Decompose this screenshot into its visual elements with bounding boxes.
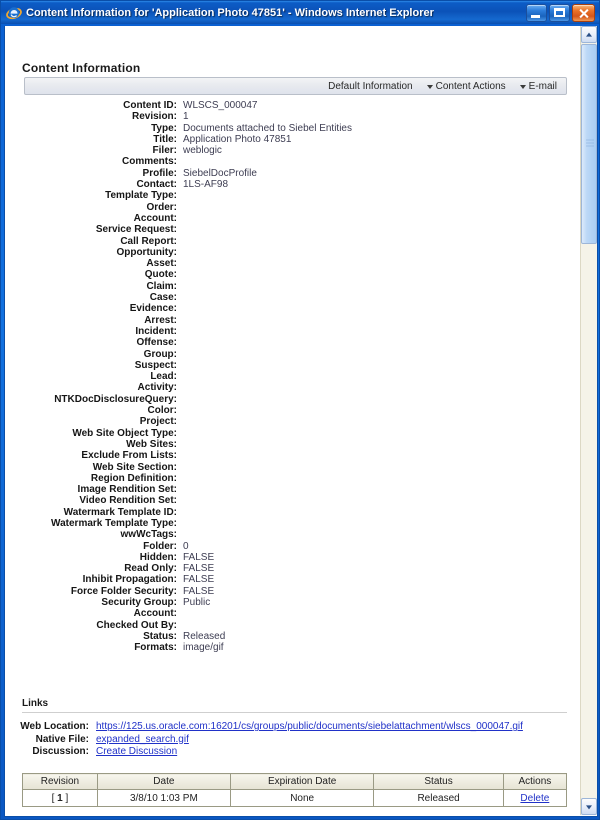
metadata-row — [5, 360, 565, 371]
metadata-label: Watermark Template ID: — [63, 506, 177, 518]
metadata-row — [5, 450, 565, 461]
metadata-row — [5, 462, 565, 473]
metadata-value: image/gif — [183, 642, 224, 654]
metadata-value: Application Photo 47851 — [183, 133, 292, 145]
metadata-label: NTKDocDisclosureQuery: — [54, 393, 177, 405]
toolbar-label: Default Information — [328, 80, 413, 92]
window-buttons — [526, 4, 595, 22]
links-section-title: Links — [22, 698, 49, 709]
metadata-row — [5, 168, 565, 179]
metadata-row — [5, 495, 565, 506]
metadata-label: Account: — [133, 608, 177, 620]
metadata-label: Folder: — [143, 540, 177, 552]
metadata-row — [5, 111, 565, 122]
vertical-scrollbar[interactable] — [580, 26, 597, 815]
metadata-label: Incident: — [135, 325, 177, 337]
metadata-label: Project: — [139, 416, 177, 428]
metadata-label: Color: — [147, 405, 177, 417]
metadata-row — [5, 631, 565, 642]
chevron-down-icon — [520, 85, 526, 89]
metadata-row — [5, 574, 565, 585]
hyperlink[interactable]: expanded_search.gif — [96, 733, 189, 745]
close-button[interactable] — [572, 4, 595, 22]
metadata-row — [5, 507, 565, 518]
metadata-label: Force Folder Security: — [70, 585, 177, 597]
metadata-row — [5, 179, 565, 190]
metadata-row — [5, 281, 565, 292]
metadata-value: weblogic — [183, 145, 222, 157]
metadata-label: Revision: — [131, 111, 177, 123]
revision-history-table — [22, 773, 567, 807]
cell-date: 3/8/10 1:03 PM — [97, 790, 230, 807]
metadata-row — [5, 473, 565, 484]
metadata-label: Contact: — [136, 179, 177, 191]
cell-status: Released — [374, 790, 503, 807]
metadata-label: Image Rendition Set: — [77, 484, 177, 496]
metadata-label: Case: — [149, 292, 177, 304]
metadata-label: Order: — [146, 201, 177, 213]
links-list — [5, 721, 523, 759]
metadata-row — [5, 382, 565, 393]
metadata-label: Arrest: — [144, 314, 177, 326]
metadata-row — [5, 529, 565, 540]
table-row — [23, 790, 567, 807]
chevron-up-icon — [586, 32, 592, 36]
metadata-row — [5, 428, 565, 439]
hyperlink[interactable]: https://125.us.oracle.com:16201/cs/groups/public/documents/siebelattachment/wlscs_000047.gif — [96, 721, 523, 732]
metadata-value: 1 — [183, 111, 189, 123]
metadata-row — [5, 202, 565, 213]
document-body — [5, 26, 582, 815]
actions-toolbar[interactable] — [24, 77, 567, 95]
metadata-label: Profile: — [142, 167, 177, 179]
metadata-row — [5, 145, 565, 156]
metadata-value: Released — [183, 630, 226, 642]
metadata-row — [5, 134, 565, 145]
grip-icon — [586, 140, 594, 149]
column-header-revision: Revision — [23, 774, 98, 790]
link-value — [89, 734, 189, 747]
metadata-value: Public — [183, 597, 211, 609]
toolbar-label: E-mail — [528, 80, 557, 92]
window-title: Content Information for 'Application Photo 47851' - Windows Internet Explorer — [26, 6, 434, 19]
metadata-value: WLSCS_000047 — [183, 100, 258, 111]
metadata-label: Formats: — [134, 642, 177, 654]
metadata-label: Account: — [133, 212, 177, 224]
metadata-value: FALSE — [183, 551, 215, 563]
metadata-row — [5, 303, 565, 314]
column-header-expiration-date: Expiration Date — [230, 774, 374, 790]
metadata-row — [5, 236, 565, 247]
link-label: Native File: — [35, 733, 89, 745]
metadata-row — [5, 247, 565, 258]
metadata-label: Filer: — [152, 145, 177, 157]
metadata-row — [5, 349, 565, 360]
metadata-label: Title: — [153, 133, 177, 145]
chevron-down-icon — [427, 85, 433, 89]
metadata-row — [5, 439, 565, 450]
metadata-row — [5, 642, 565, 653]
link-row — [5, 734, 523, 747]
link-value — [89, 721, 523, 734]
metadata-value: FALSE — [183, 574, 215, 586]
metadata-label: Claim: — [146, 280, 177, 292]
cell-expiration-date: None — [230, 790, 374, 807]
metadata-row — [5, 269, 565, 280]
link-row — [5, 746, 523, 759]
metadata-label: Read Only: — [124, 563, 177, 575]
metadata-row — [5, 292, 565, 303]
metadata-label: Template Type: — [105, 190, 177, 202]
scrollbar-thumb[interactable] — [581, 44, 597, 244]
link-row — [5, 721, 523, 734]
metadata-row — [5, 620, 565, 631]
metadata-label: Checked Out By: — [96, 619, 177, 631]
metadata-row — [5, 416, 565, 427]
metadata-value: FALSE — [183, 563, 215, 575]
link-label: Web Location: — [20, 721, 89, 732]
metadata-label: Group: — [143, 348, 177, 360]
cell-actions[interactable] — [503, 790, 566, 807]
internet-explorer-icon — [6, 5, 22, 21]
metadata-row — [5, 597, 565, 608]
metadata-row — [5, 586, 565, 597]
column-header-date: Date — [97, 774, 230, 790]
metadata-value: 0 — [183, 540, 189, 552]
metadata-label: Asset: — [146, 258, 177, 270]
title-bar[interactable] — [1, 1, 599, 24]
metadata-row — [5, 371, 565, 382]
section-divider — [22, 712, 567, 713]
metadata-value: SiebelDocProfile — [183, 167, 257, 179]
metadata-value: Documents attached to Siebel Entities — [183, 122, 352, 134]
link-label: Discussion: — [32, 746, 89, 757]
toolbar-item-content-actions[interactable] — [427, 81, 506, 92]
browser-client-area — [4, 26, 598, 817]
metadata-row — [5, 156, 565, 167]
metadata-label: Call Report: — [120, 235, 177, 247]
scroll-down-button[interactable] — [581, 798, 597, 815]
toolbar-label: Content Actions — [435, 80, 506, 92]
metadata-label: Suspect: — [134, 359, 177, 371]
metadata-value: 1LS-AF98 — [183, 179, 229, 191]
hyperlink[interactable]: Create Discussion — [96, 746, 178, 757]
metadata-row — [5, 123, 565, 134]
toolbar-item-default-information[interactable] — [328, 81, 413, 92]
metadata-label: Security Group: — [101, 597, 177, 609]
metadata-label: Evidence: — [129, 303, 177, 315]
metadata-label: Web Site Section: — [92, 461, 177, 473]
metadata-field-list — [5, 100, 565, 654]
metadata-label: Watermark Template Type: — [51, 517, 177, 529]
metadata-value: FALSE — [183, 585, 215, 597]
metadata-label: Type: — [151, 122, 177, 134]
metadata-label: Comments: — [121, 156, 177, 168]
metadata-label: Service Request: — [95, 224, 177, 236]
page-title: Content Information — [22, 61, 141, 75]
table-body — [23, 790, 567, 807]
cell-revision: [ 1 ] — [23, 790, 98, 807]
metadata-row — [5, 337, 565, 348]
metadata-row — [5, 100, 565, 111]
metadata-row — [5, 315, 565, 326]
scroll-up-button[interactable] — [581, 26, 597, 43]
metadata-row — [5, 608, 565, 619]
metadata-label: Region Definition: — [90, 472, 177, 484]
metadata-row — [5, 563, 565, 574]
metadata-label: Offense: — [136, 337, 177, 349]
table-header-row — [23, 774, 567, 790]
column-header-actions: Actions — [503, 774, 566, 790]
delete-link[interactable]: Delete — [520, 792, 550, 804]
metadata-label: Activity: — [137, 382, 177, 394]
metadata-row — [5, 518, 565, 529]
metadata-row — [5, 326, 565, 337]
metadata-row — [5, 213, 565, 224]
table-header — [23, 774, 567, 790]
toolbar-item-email[interactable] — [520, 81, 557, 92]
minimize-button[interactable] — [526, 4, 547, 22]
metadata-label: Web Site Object Type: — [72, 427, 177, 439]
metadata-row — [5, 258, 565, 269]
metadata-row — [5, 552, 565, 563]
metadata-row — [5, 541, 565, 552]
metadata-label: Lead: — [150, 371, 177, 383]
metadata-label: Opportunity: — [116, 246, 177, 258]
metadata-row — [5, 405, 565, 416]
metadata-label: Status: — [143, 630, 177, 642]
metadata-row — [5, 484, 565, 495]
metadata-label: Inhibit Propagation: — [82, 574, 177, 586]
metadata-label: Hidden: — [139, 551, 177, 563]
metadata-label: Content ID: — [123, 100, 177, 111]
column-header-status: Status — [374, 774, 503, 790]
metadata-row — [5, 394, 565, 405]
maximize-button[interactable] — [549, 4, 570, 22]
link-value — [89, 746, 177, 759]
metadata-label: Quote: — [144, 269, 177, 281]
chevron-down-icon — [586, 805, 592, 809]
metadata-label: Video Rendition Set: — [79, 495, 177, 507]
metadata-label: wwWcTags: — [120, 529, 177, 541]
metadata-row — [5, 224, 565, 235]
metadata-label: Web Sites: — [126, 438, 177, 450]
metadata-label: Exclude From Lists: — [81, 450, 177, 462]
metadata-row — [5, 190, 565, 201]
